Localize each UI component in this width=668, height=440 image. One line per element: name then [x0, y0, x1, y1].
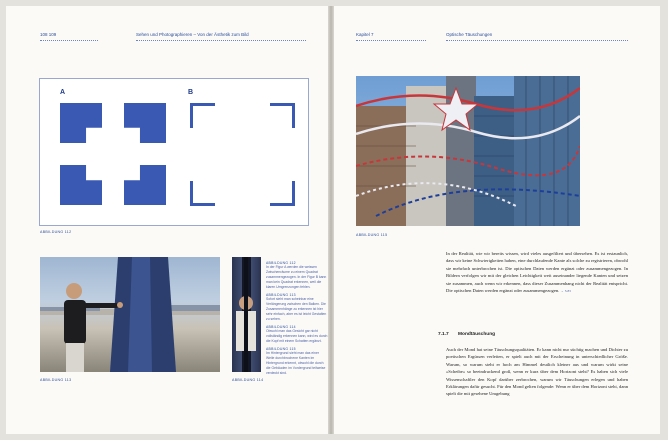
side-note-title: ABBILDUNG 112 [266, 261, 296, 265]
figure-b-bracket-bottom-left [190, 181, 215, 206]
header-rule-chapter [356, 40, 426, 41]
caption-figure-115: ABBILDUNG 115 [356, 233, 388, 237]
caption-figure-112: ABBILDUNG 112 [40, 230, 72, 234]
header-rule-left [40, 40, 98, 41]
section-number: 7.1.7 [438, 332, 449, 337]
side-note-text: In der Figur A werden die weissen Zwischenräume zu einem Quadrat zusammengezogen. In der Figur B kann man kein Quadrat erkennen, weil die klaren Umgrenzungen fehlen. [266, 265, 327, 289]
figure-a-shape-top-left [60, 103, 102, 143]
side-note-text: Sofort sieht man scheinbar eine Verlängerung zwischen den Balken. Die Zusammenhänge zu erkennen ist hier sehr einfach, aber es ist leicht Gestalten zu sehen. [266, 297, 327, 321]
side-note-title: ABBILDUNG 115 [266, 347, 296, 351]
photo-figure-115 [356, 76, 580, 226]
section-heading [438, 332, 495, 337]
side-note-text: Obwohl man das Gesicht gar nicht vollständig erkennen kann, wird es durch die Kopf mit einem Schatten ergänzt. [266, 329, 328, 343]
figure-b-bracket-top-right [270, 103, 295, 128]
page-number: 108 109 [40, 32, 57, 37]
paragraph-2: Auch der Mond hat seine Täuschungsqualitäten. Er kann nicht nur süchtig machen und Dichter zu poetischen Ergüssen verleiten, er spielt auch mit der Erscheinung in unterschiedlicher Größe. Warum, so warum steht er hoch am Himmel deutlich kleiner aus und warum wirkt seine »Scheibe« so beeindruckend groß, wenn er kurz über dem Horizont steht? Es haben sich viele Wissenschaftler den Kopf darüber zerbrochen, warum wir Täuschungen erlegen und haben Erklärungen dafür gesucht. Für den Mond gelten folgende: Wenn er über dem Horizont steht, dann spielt die mit gesehene Umgebung [446, 347, 628, 397]
caption-figure-113: ABBILDUNG 113 [40, 378, 72, 382]
figure-112-box [39, 78, 309, 226]
figure-letter-a: A [60, 89, 66, 96]
header-rule-section [446, 40, 628, 41]
figure-letter-b: B [188, 89, 194, 96]
photo-figure-114 [232, 257, 261, 372]
paragraph-1-reference: → S.83 [560, 289, 571, 294]
side-notes [266, 258, 328, 376]
figure-a-shape-top-right [124, 103, 166, 143]
caption-figure-114: ABBILDUNG 114 [232, 378, 264, 382]
figure-b-bracket-bottom-right [270, 181, 295, 206]
side-note-text: Im Hintergrund sieht man das einer Weile durchbrochene Kanten im Hintergrund erkennt, obwohl die durch die Gebäuden im Vordergrund teilweise verdeckt sind. [266, 351, 326, 375]
figure-a-shape-bottom-right [124, 165, 166, 205]
photo-114-illustration [232, 257, 261, 372]
section-title: Mondtäuschung [458, 332, 496, 337]
chapter-label: Kapitel 7 [356, 32, 374, 37]
figure-a-shape-bottom-left [60, 165, 102, 205]
paragraph-1-text: In der Realität, wie wir bereits wissen, wird vieles ausgefiltert und übersehen. Es ist erstaunlich, dass wir keine Schwierigkeiten haben, eine durchlaufende Kante als solche zu registrieren, obwohl sie mehrfach unterbrochen ist. Die optischen Daten werden ergänzt oder zusammengezogen. In Bildern verfolgen wir mit der gleichen Leichtigkeit weit auseinander liegende Kanten und setzen sie zusammen, auch wenn wir erkennen, dass dieser Zusammenhang nicht der Realität entspricht. Die optischen Daten werden ergänzt oder zusammengezogen. [446, 251, 628, 294]
side-note-title: ABBILDUNG 114 [266, 325, 296, 329]
figure-b-bracket-top-left [190, 103, 215, 128]
header-rule-right [136, 40, 306, 41]
photo-115-illustration [356, 76, 580, 226]
photo-figure-113 [40, 257, 220, 372]
paragraph-1 [446, 250, 628, 295]
right-page [334, 6, 660, 434]
running-header-right: Optische Täuschungen [446, 32, 493, 37]
side-note-title: ABBILDUNG 113 [266, 293, 296, 297]
left-page [6, 6, 328, 434]
photo-113-illustration [40, 257, 220, 372]
running-header-left: Sehen und Photographieren – Von der Ästhetik zum Bild [136, 32, 249, 37]
